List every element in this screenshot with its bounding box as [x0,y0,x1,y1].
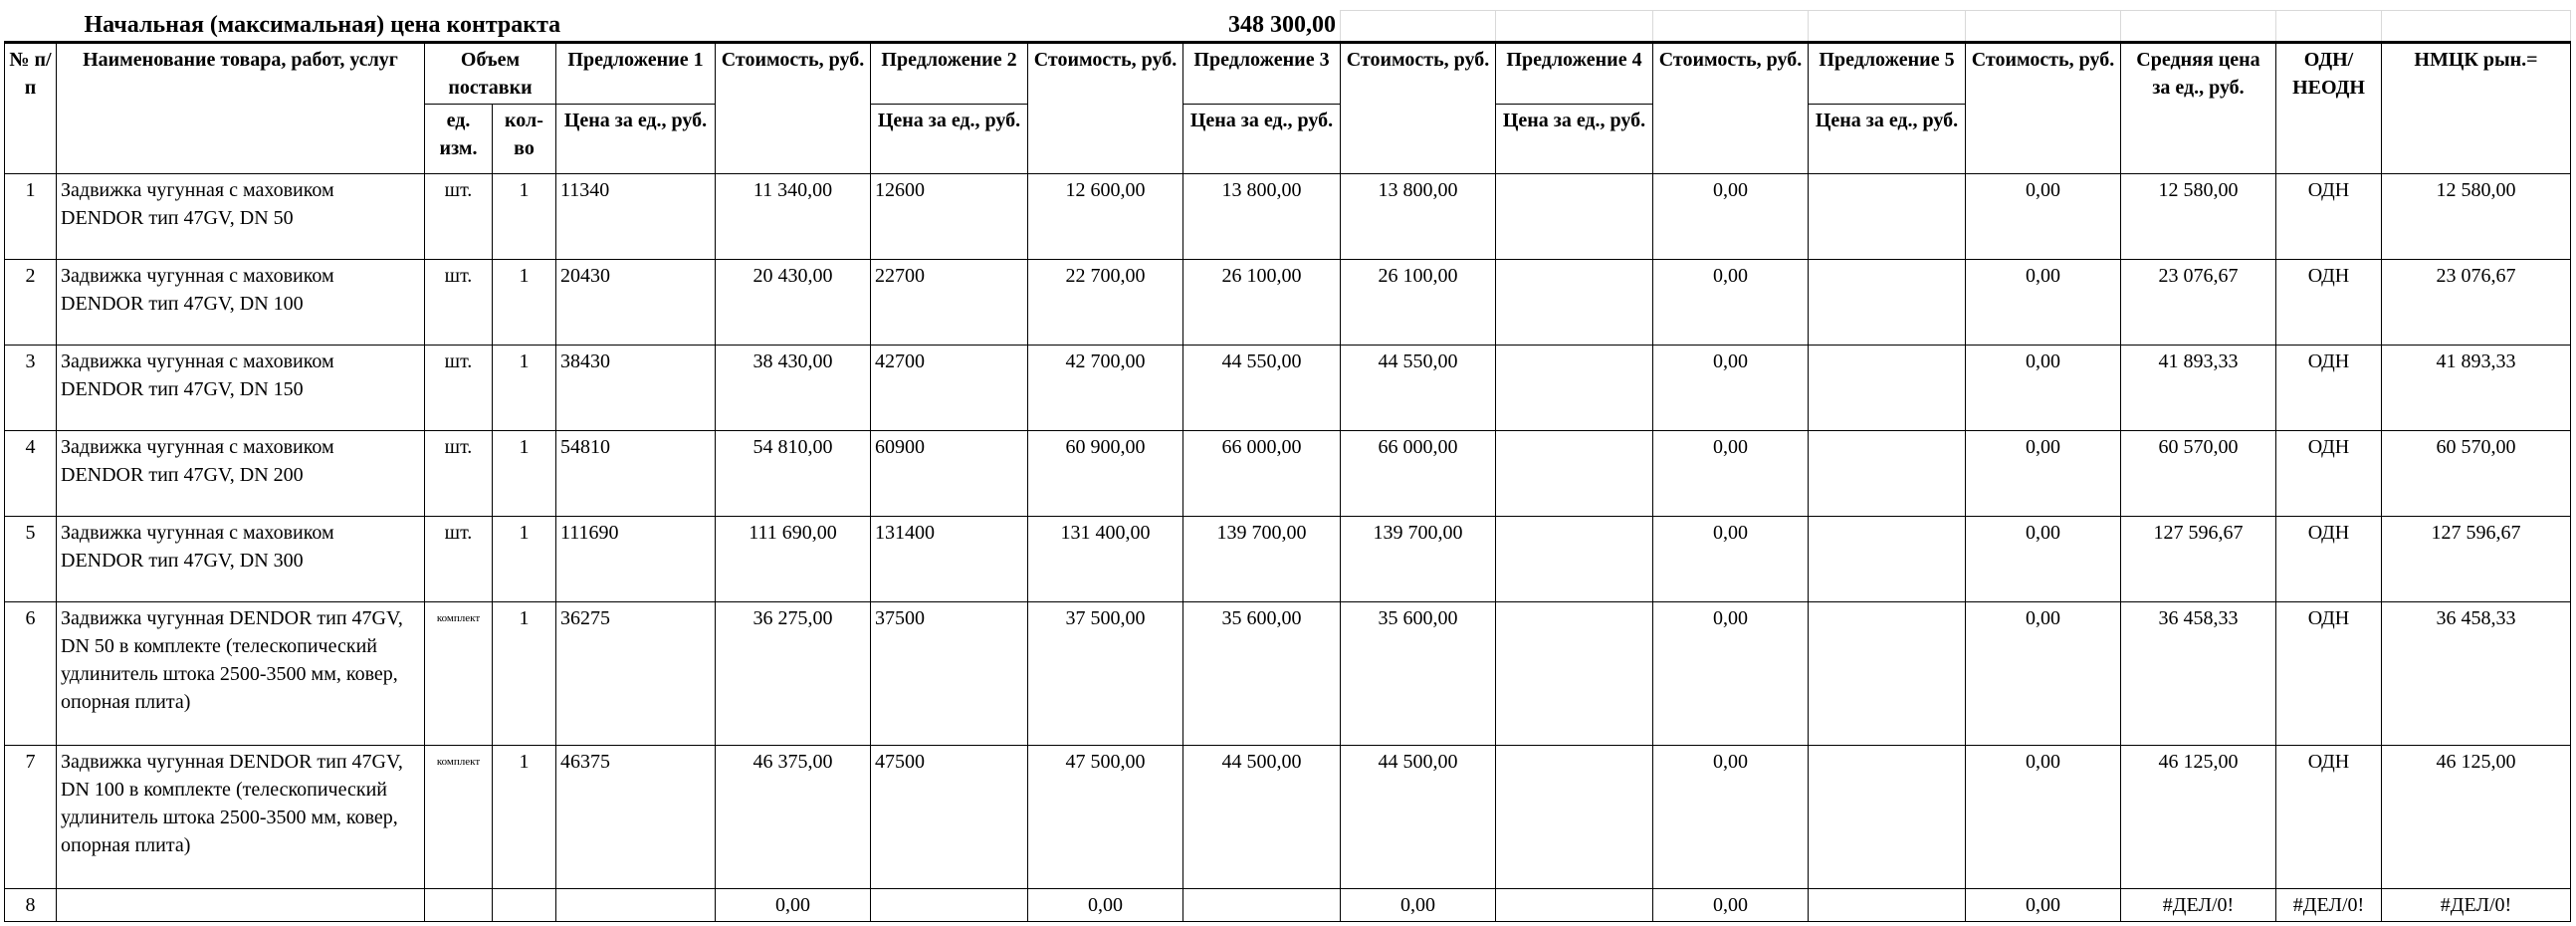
cost-5: 0,00 [1966,431,2121,517]
nmck-value: 127 596,67 [2382,517,2571,602]
cost-1: 38 430,00 [716,346,871,431]
header-volume: Объем поставки [425,43,556,105]
cost-4: 0,00 [1653,174,1809,260]
row-number: 1 [5,174,57,260]
price-5 [1809,431,1966,517]
odn-flag: ОДН [2276,174,2382,260]
cost-2: 131 400,00 [1028,517,1183,602]
row-number: 2 [5,260,57,346]
nmck-value: #ДЕЛ/0! [2382,889,2571,922]
header-unit-price-4: Цена за ед., руб. [1496,105,1653,174]
price-4 [1496,602,1653,746]
cost-2: 22 700,00 [1028,260,1183,346]
row-number: 5 [5,517,57,602]
header-num: № п/п [5,43,57,174]
header-qty: кол-во [493,105,556,174]
table-row [5,889,2571,922]
cost-3: 139 700,00 [1341,517,1496,602]
title-row [5,11,2571,43]
header-unit-price-3: Цена за ед., руб. [1183,105,1341,174]
cost-1: 36 275,00 [716,602,871,746]
item-name: Задвижка чугунная с маховиком DENDOR тип 47GV, DN 150 [57,346,425,431]
cost-4: 0,00 [1653,889,1809,922]
price-1: 20430 [556,260,716,346]
price-1: 11340 [556,174,716,260]
header-offer-5: Предложение 5 [1809,43,1966,105]
avg-price: 127 596,67 [2121,517,2276,602]
contract-price-total: 348 300,00 [1228,11,1336,38]
unit [425,889,493,922]
price-4 [1496,431,1653,517]
price-1: 46375 [556,746,716,889]
header-unit-price-2: Цена за ед., руб. [871,105,1028,174]
odn-flag: ОДН [2276,602,2382,746]
price-2: 37500 [871,602,1028,746]
nmck-value: 36 458,33 [2382,602,2571,746]
item-name [57,889,425,922]
row-number: 7 [5,746,57,889]
header-cost-1: Стоимость, руб. [716,43,871,174]
cost-5: 0,00 [1966,260,2121,346]
price-5 [1809,260,1966,346]
table-row [5,746,2571,889]
price-2: 12600 [871,174,1028,260]
price-5 [1809,174,1966,260]
quantity: 1 [493,346,556,431]
contract-price-label: Начальная (максимальная) цена контракта [84,11,561,38]
row-number: 3 [5,346,57,431]
cost-3: 44 500,00 [1341,746,1496,889]
cost-1: 11 340,00 [716,174,871,260]
price-3: 139 700,00 [1183,517,1341,602]
quantity: 1 [493,517,556,602]
price-3: 44 500,00 [1183,746,1341,889]
header-cost-2: Стоимость, руб. [1028,43,1183,174]
odn-flag: ОДН [2276,517,2382,602]
price-5 [1809,517,1966,602]
header-offer-1: Предложение 1 [556,43,716,105]
table-row [5,517,2571,602]
cost-5: 0,00 [1966,346,2121,431]
header-unit-price-5: Цена за ед., руб. [1809,105,1966,174]
price-2: 47500 [871,746,1028,889]
item-name: Задвижка чугунная с маховиком DENDOR тип 47GV, DN 300 [57,517,425,602]
nmck-value: 12 580,00 [2382,174,2571,260]
unit: комплект [425,746,493,889]
nmck-value: 41 893,33 [2382,346,2571,431]
price-3: 66 000,00 [1183,431,1341,517]
quantity: 1 [493,260,556,346]
row-number: 6 [5,602,57,746]
price-1 [556,889,716,922]
cost-4: 0,00 [1653,431,1809,517]
price-5 [1809,602,1966,746]
cost-2: 47 500,00 [1028,746,1183,889]
quantity [493,889,556,922]
cost-5: 0,00 [1966,517,2121,602]
quantity: 1 [493,746,556,889]
cost-3: 66 000,00 [1341,431,1496,517]
cost-3: 0,00 [1341,889,1496,922]
cost-5: 0,00 [1966,602,2121,746]
cost-4: 0,00 [1653,346,1809,431]
header-avg: Средняя цена за ед., руб. [2121,43,2276,174]
price-3: 35 600,00 [1183,602,1341,746]
price-3: 13 800,00 [1183,174,1341,260]
unit: комплект [425,602,493,746]
price-2: 60900 [871,431,1028,517]
item-name: Задвижка чугунная DENDOR тип 47GV, DN 100 в комплекте (телескопический удлинитель штока 2500-3500 мм, ковер, опорная плита) [57,746,425,889]
header-offer-2: Предложение 2 [871,43,1028,105]
cost-2: 12 600,00 [1028,174,1183,260]
cost-1: 0,00 [716,889,871,922]
price-2: 131400 [871,517,1028,602]
cost-3: 13 800,00 [1341,174,1496,260]
cost-4: 0,00 [1653,602,1809,746]
price-1: 54810 [556,431,716,517]
odn-flag: ОДН [2276,346,2382,431]
quantity: 1 [493,174,556,260]
item-name: Задвижка чугунная с маховиком DENDOR тип 47GV, DN 200 [57,431,425,517]
avg-price: 41 893,33 [2121,346,2276,431]
row-number: 4 [5,431,57,517]
odn-flag: ОДН [2276,746,2382,889]
quantity: 1 [493,431,556,517]
header-offer-3: Предложение 3 [1183,43,1341,105]
price-5 [1809,346,1966,431]
price-1: 111690 [556,517,716,602]
header-unit: ед. изм. [425,105,493,174]
header-unit-price-1: Цена за ед., руб. [556,105,716,174]
price-4 [1496,174,1653,260]
price-2 [871,889,1028,922]
nmck-value: 23 076,67 [2382,260,2571,346]
row-number: 8 [5,889,57,922]
price-3: 26 100,00 [1183,260,1341,346]
header-name: Наименование товара, работ, услуг [57,43,425,174]
unit: шт. [425,517,493,602]
cost-4: 0,00 [1653,260,1809,346]
price-1: 38430 [556,346,716,431]
cost-4: 0,00 [1653,517,1809,602]
table-row [5,174,2571,260]
unit: шт. [425,346,493,431]
nmck-table [4,10,2571,922]
price-4 [1496,889,1653,922]
header-cost-3: Стоимость, руб. [1341,43,1496,174]
avg-price: 12 580,00 [2121,174,2276,260]
odn-flag: ОДН [2276,431,2382,517]
cost-5: 0,00 [1966,746,2121,889]
cost-1: 111 690,00 [716,517,871,602]
table-row [5,346,2571,431]
odn-flag: ОДН [2276,260,2382,346]
avg-price: 36 458,33 [2121,602,2276,746]
cost-2: 0,00 [1028,889,1183,922]
unit: шт. [425,260,493,346]
cost-5: 0,00 [1966,174,2121,260]
price-4 [1496,346,1653,431]
price-3 [1183,889,1341,922]
item-name: Задвижка чугунная с маховиком DENDOR тип 47GV, DN 100 [57,260,425,346]
header-offer-4: Предложение 4 [1496,43,1653,105]
table-row [5,260,2571,346]
cost-3: 35 600,00 [1341,602,1496,746]
cost-1: 46 375,00 [716,746,871,889]
cost-2: 60 900,00 [1028,431,1183,517]
table-row [5,602,2571,746]
cost-2: 42 700,00 [1028,346,1183,431]
cost-3: 44 550,00 [1341,346,1496,431]
item-name: Задвижка чугунная с маховиком DENDOR тип 47GV, DN 50 [57,174,425,260]
item-name: Задвижка чугунная DENDOR тип 47GV, DN 50 в комплекте (телескопический удлинитель штока 2500-3500 мм, ковер, опорная плита) [57,602,425,746]
table-body [5,174,2571,922]
header-odn: ОДН/ НЕОДН [2276,43,2382,174]
price-3: 44 550,00 [1183,346,1341,431]
header-cost-4: Стоимость, руб. [1653,43,1809,174]
quantity: 1 [493,602,556,746]
price-4 [1496,746,1653,889]
odn-flag: #ДЕЛ/0! [2276,889,2382,922]
cost-1: 54 810,00 [716,431,871,517]
price-2: 42700 [871,346,1028,431]
price-1: 36275 [556,602,716,746]
cost-4: 0,00 [1653,746,1809,889]
cost-3: 26 100,00 [1341,260,1496,346]
nmck-value: 46 125,00 [2382,746,2571,889]
avg-price: 46 125,00 [2121,746,2276,889]
header-nmck: НМЦК рын.= [2382,43,2571,174]
table-row [5,431,2571,517]
cost-5: 0,00 [1966,889,2121,922]
header-cost-5: Стоимость, руб. [1966,43,2121,174]
price-5 [1809,746,1966,889]
header-row-1 [5,43,2571,105]
price-4 [1496,260,1653,346]
cost-2: 37 500,00 [1028,602,1183,746]
avg-price: 60 570,00 [2121,431,2276,517]
avg-price: #ДЕЛ/0! [2121,889,2276,922]
unit: шт. [425,431,493,517]
cost-1: 20 430,00 [716,260,871,346]
unit: шт. [425,174,493,260]
nmck-value: 60 570,00 [2382,431,2571,517]
price-5 [1809,889,1966,922]
avg-price: 23 076,67 [2121,260,2276,346]
price-2: 22700 [871,260,1028,346]
price-4 [1496,517,1653,602]
